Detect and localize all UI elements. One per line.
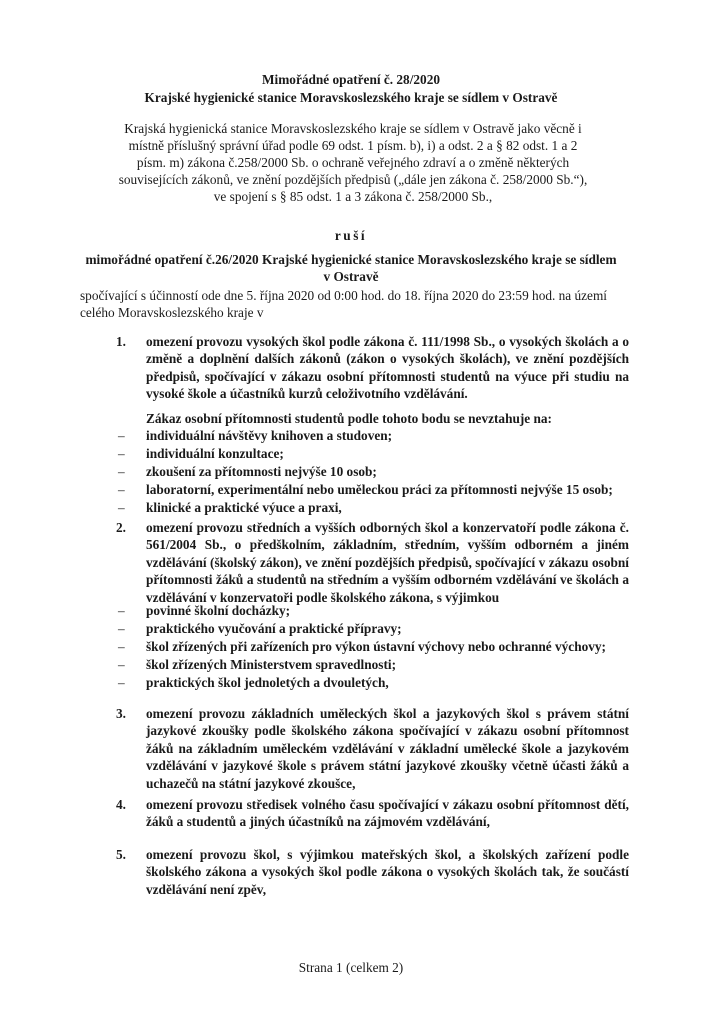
dash-icon: –: [118, 428, 125, 443]
document-subtitle: Krajské hygienické stanice Moravskoslezského kraje se sídlem v Ostravě: [144, 90, 558, 105]
dash-icon: –: [118, 464, 125, 479]
dash-icon: –: [118, 603, 125, 618]
item-number: 2.: [116, 520, 126, 535]
intro-paragraph: Krajská hygienická stanice Moravskoslezského kraje se sídlem v Ostravě jako věcně i místně příslušný správní úřad podle 69 odst. 1 písm. b), i) a odst. 2 a § 82 odst. 1 a 2 písm. m) zákona č.258/2000 Sb. o ochraně veřejného zdraví a o změně některých souvisejících zákonů, ve znění pozdějších předpisů („dále jen zákona č. 258/2000 Sb.“), ve spojení s § 85 odst. 1 a 3 zákona č. 258/2000 Sb.,: [118, 121, 588, 204]
list-item: – škol zřízených při zařízeních pro výkon ústavní výchovy nebo ochranné výchovy;: [118, 639, 606, 654]
item-number: 5.: [116, 847, 126, 862]
item-text: omezení provozu vysokých škol podle zákona č. 111/1998 Sb., o vysokých školách a o změně a doplnění dalších zákonů (zákon o vysokých školách), ve znění pozdějších předpisů, spočívající v zákazu osobní přítomnosti studentů na výuce při studiu na vysoké škole a účastníků kurzů celoživotního vzdělávání.: [146, 334, 629, 402]
exceptions-list: [118, 602, 638, 692]
revoked-measure: mimořádné opatření č.26/2020 Krajské hygienické stanice Moravskoslezského kraje se sídlem v Ostravě: [85, 252, 617, 284]
item-number: 3.: [116, 706, 126, 721]
list-item: – laboratorní, experimentální nebo uměleckou práci za přítomnosti nejvýše 15 osob;: [118, 482, 613, 497]
item-text: omezení provozu škol, s výjimkou mateřských škol, a školských zařízení podle školského zákona a vysokých škol podle zákona o vysokých školách tak, že součástí vzdělávání není zpěv,: [146, 847, 629, 897]
list-item: – zkoušení za přítomnosti nejvýše 10 osob;: [118, 464, 377, 479]
list-item: – praktického vyučování a praktické přípravy;: [118, 621, 402, 636]
page-number: Strana 1 (celkem 2): [298, 960, 404, 975]
list-item: – škol zřízených Ministerstvem spravedlnosti;: [118, 657, 397, 672]
list-item: – praktických škol jednoletých a dvouletých,: [118, 675, 389, 690]
dash-icon: –: [118, 657, 125, 672]
decision-verb: ruší: [334, 228, 368, 243]
item-number: 1.: [116, 334, 126, 349]
document-title: Mimořádné opatření č. 28/2020: [261, 72, 440, 87]
item-text: omezení provozu základních uměleckých škol a jazykových škol s právem státní jazykové zkoušky podle školského zákona spočívající v zákazu osobní přítomnost žáků na základním uměleckém vzdělávání v základní umělecké škole a jazykovém vzdělávání v jazykové škole s právem státní jazykové zkoušky včetně účasti žáků a uchazečů na státní jazykové zkoušce,: [146, 706, 629, 791]
list-item: – povinné školní docházky;: [118, 603, 291, 618]
dash-icon: –: [118, 482, 125, 497]
dash-icon: –: [118, 675, 125, 690]
exceptions-list: [118, 427, 638, 517]
item-text: omezení provozu středisek volného času spočívající v zákazu osobní přítomnost dětí, žáků a studentů a jiných účastníků na zájmovém vzdělávání,: [146, 797, 629, 830]
dash-icon: –: [118, 500, 125, 515]
dash-icon: –: [118, 621, 125, 636]
item-number: 4.: [116, 797, 126, 812]
item-text: omezení provozu středních a vyšších odborných škol a konzervatoří podle zákona č. 561/2004 Sb., o předškolním, základním, středním, vyšším odborném a jiném vzdělávání (školský zákon), ve znění pozdějších předpisů, spočívající v zákazu osobní přítomnosti žáků a studentů na středním a vyšším odborném vzdělávání ve školách a vzdělávání v konzervatoři podle školského zákona, s výjimkou: [146, 520, 629, 605]
dash-icon: –: [118, 639, 125, 654]
exceptions-title: Zákaz osobní přítomnosti studentů podle tohoto bodu se nevztahuje na:: [146, 411, 552, 426]
list-item: – individuální návštěvy knihoven a studoven;: [118, 428, 393, 443]
lead-paragraph: spočívající s účinností ode dne 5. října 2020 od 0:00 hod. do 18. října 2020 do 23:59 hod. na území celého Moravskoslezského kraje v: [80, 288, 607, 320]
dash-icon: –: [118, 446, 125, 461]
list-item: – individuální konzultace;: [118, 446, 284, 461]
list-item: – klinické a praktické výuce a praxi,: [118, 500, 342, 515]
